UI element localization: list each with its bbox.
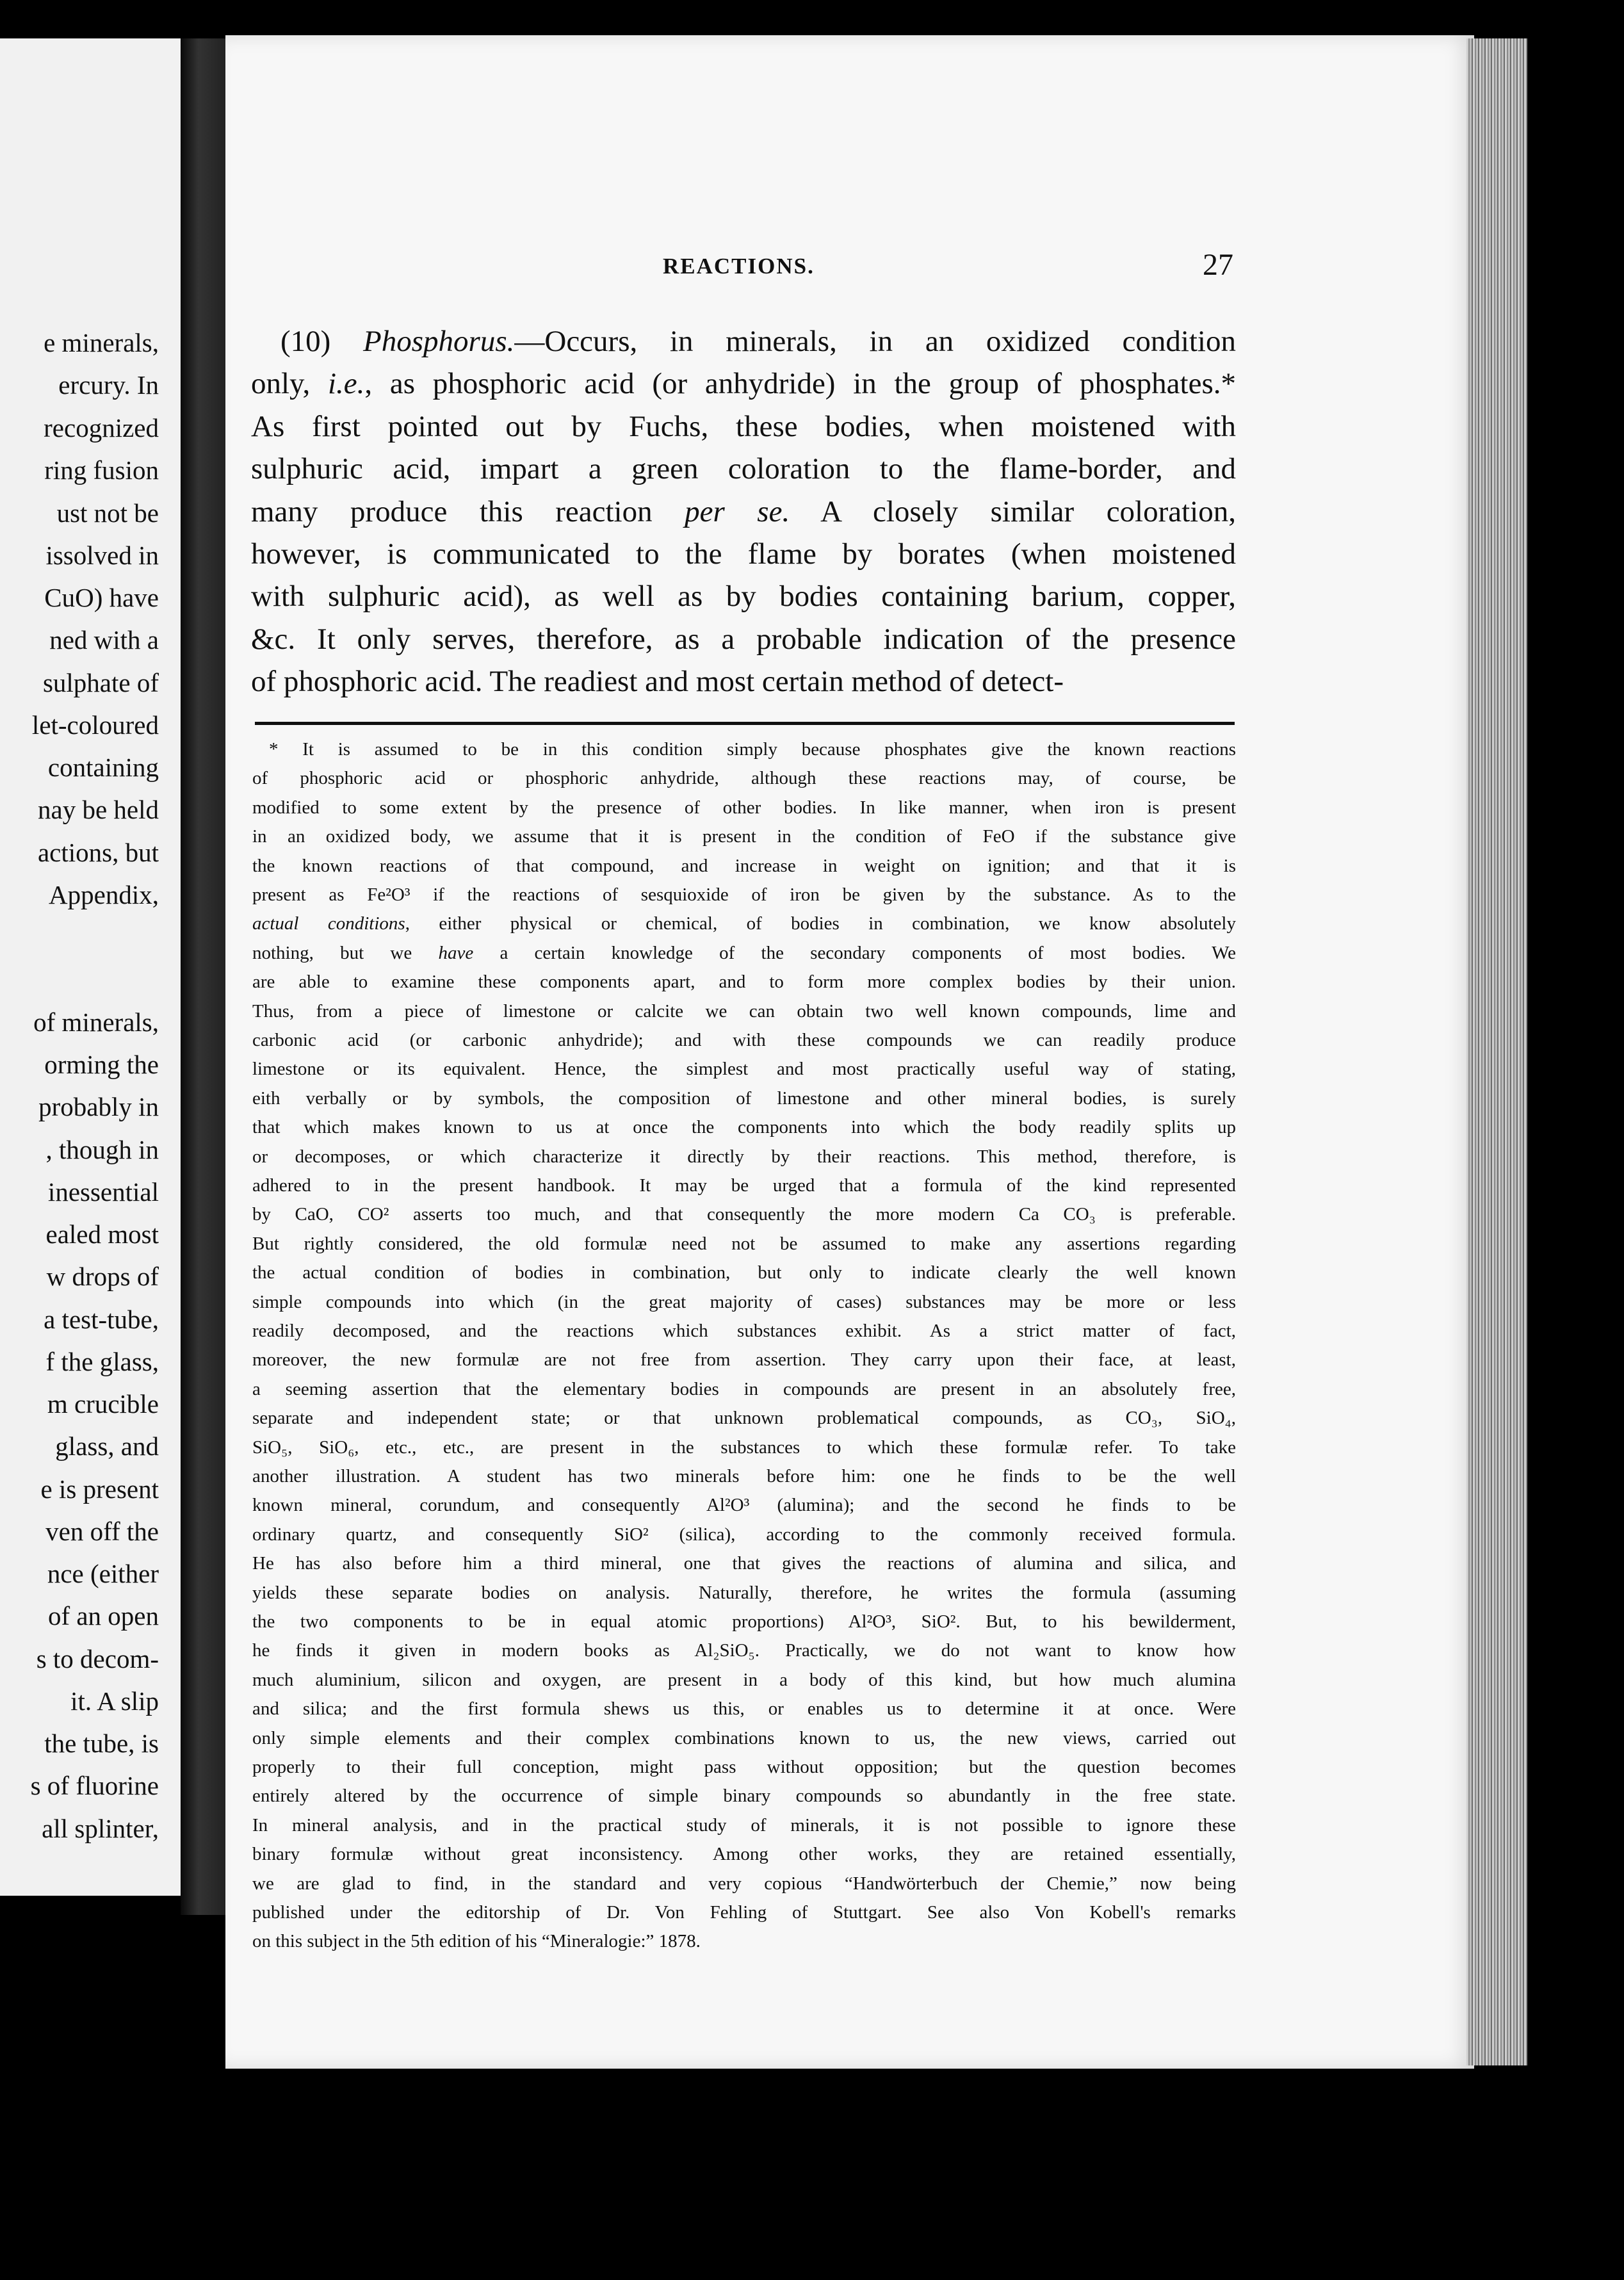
footnote-line (252, 1467, 1236, 1486)
footnote-line (252, 1264, 1236, 1282)
facing-page-line: w drops of (46, 1262, 159, 1291)
text-segment: But rightly considered, the old formulæ need not be assumed to make any assertions regarding (252, 1233, 1236, 1254)
text-segment: binary formulæ without great inconsistency. Among other works, they are retained essentially, (252, 1844, 1236, 1865)
text-segment: eith verbally or by symbols, the composition of limestone and other mineral bodies, is surely (252, 1087, 1236, 1109)
facing-page-line: probably in (38, 1092, 159, 1121)
footnote-line (252, 799, 1236, 817)
text-segment: we are glad to find, in the standard and very copious “Handwörterbuch der Chemie,” now being (252, 1873, 1236, 1894)
text-segment: carbonic acid (or carbonic anhydride); and with these compounds we can readily produce (252, 1030, 1236, 1050)
footnote-line (252, 769, 1236, 788)
body-line (251, 454, 1236, 484)
text-segment: much aluminium, silicon and oxygen, are present in a body of this kind, but how much alumina (252, 1669, 1236, 1690)
page-edges (1466, 38, 1527, 2065)
facing-page-fragment (0, 38, 181, 1896)
facing-page-line: Appendix, (49, 880, 159, 909)
footnote-line (252, 1554, 1236, 1573)
running-head: REACTIONS. (663, 254, 815, 279)
facing-page-line: issolved in (45, 541, 159, 570)
text-segment: ordinary quartz, and consequently SiO² (silica), according to the commonly received formula. (252, 1524, 1236, 1545)
footnote-line (252, 1700, 1236, 1718)
footnote-line (252, 1205, 1236, 1224)
facing-page-line: , though in (45, 1135, 159, 1164)
text-segment: are able to examine these components apart, and to form more complex bodies by their union. (252, 972, 1236, 993)
footnote-line (252, 1613, 1236, 1631)
text-segment: only simple elements and their complex combinations known to us, the new views, carried out (252, 1727, 1236, 1748)
italic-text: per se. (685, 494, 790, 528)
facing-page-line: actions, but (37, 838, 159, 867)
footnote-line (252, 973, 1236, 991)
text-segment: &c. It only serves, therefore, as a probable indication of the presence (251, 622, 1236, 656)
text-segment: published under the editorship of Dr. Von Fehling of Stuttgart. See also Von Kobell's remarks (252, 1902, 1236, 1923)
facing-page-line: let-coloured (31, 710, 159, 740)
text-segment: He has also before him a third mineral, one that gives the reactions of alumina and silica, and (252, 1553, 1236, 1574)
body-line (251, 582, 1236, 612)
facing-page-line: ring fusion (44, 455, 159, 485)
facing-page-line: recognized (44, 413, 159, 443)
facing-page-line: e minerals, (44, 328, 159, 357)
text-segment: by CaO, CO² asserts too much, and that consequently the more modern Ca CO₃ is preferable. (252, 1204, 1236, 1225)
facing-page-line: s of fluorine (30, 1771, 159, 1800)
footnote-line (252, 1235, 1236, 1253)
facing-page-line: it. A slip (70, 1686, 159, 1716)
footnote-line (252, 1118, 1236, 1137)
text-segment: that which makes known to us at once the components into which the body readily splits up (252, 1117, 1236, 1138)
text-segment: adhered to in the present handbook. It may be urged that a formula of the kind represented (252, 1175, 1236, 1196)
text-segment: with sulphuric acid), as well as by bodies containing barium, copper, (251, 580, 1236, 614)
text-segment: modified to some extent by the presence of other bodies. In like manner, when iron is present (252, 797, 1236, 818)
text-segment: present as Fe²O³ if the reactions of sesquioxide of iron be given by the substance. As to the (252, 884, 1236, 905)
footnote-line (252, 1380, 1236, 1399)
italic-text: actual conditions (252, 913, 405, 934)
footnote-line (252, 1148, 1236, 1166)
footnote-line (252, 1031, 1236, 1050)
footnote-line (252, 1729, 1236, 1748)
text-segment: or decomposes, or which characterize it directly by their reactions. This method, therefore, is (252, 1146, 1236, 1167)
facing-page-line: f the glass, (45, 1347, 159, 1376)
text-segment: separate and independent state; or that unknown problematical compounds, as CO₃, SiO₄, (252, 1408, 1236, 1429)
footnote-line (252, 1875, 1236, 1893)
text-segment: Thus, from a piece of limestone or calcite we can obtain two well known compounds, lime and (252, 1000, 1236, 1022)
italic-text: Phosphorus. (363, 325, 515, 358)
footnote-line (252, 944, 1236, 963)
facing-page-line: ned with a (49, 625, 159, 655)
body-line (251, 624, 1236, 655)
footnote-line (252, 1293, 1236, 1312)
text-segment: yields these separate bodies on analysis. Naturally, therefore, he writes the formula (assuming (252, 1582, 1236, 1603)
text-segment: , either physical or chemical, of bodies in combination, we know absolutely (405, 913, 1236, 934)
text-segment: in an oxidized body, we assume that it is present in the condition of FeO if the substance give (252, 826, 1236, 847)
text-segment: known mineral, corundum, and consequently Al²O³ (alumina); and the second he finds to be (252, 1495, 1236, 1516)
footnote-line (252, 1322, 1236, 1340)
footnote-line (252, 1845, 1236, 1864)
facing-page-line: s to decom- (36, 1644, 159, 1673)
facing-page-line: glass, and (55, 1431, 159, 1461)
text-segment: entirely altered by the occurrence of simple binary compounds so abundantly in the free state. (252, 1786, 1236, 1807)
body-line (280, 327, 1236, 357)
footnote-line (252, 1496, 1236, 1515)
body-line (251, 369, 1236, 399)
facing-page-line: ust not be (56, 498, 159, 528)
page-number: 27 (1203, 248, 1233, 282)
text-segment: he finds it given in modern books as Al₂SiO₅. Practically, we do not want to know how (252, 1640, 1236, 1661)
text-segment: the actual condition of bodies in combination, but only to indicate clearly the well known (252, 1262, 1236, 1283)
text-segment: SiO₅, SiO₆, etc., etc., are present in the substances to which these formulæ refer. To take (252, 1437, 1236, 1458)
text-segment: (10) (280, 325, 364, 358)
text-segment: limestone or its equivalent. Hence, the simplest and most practically useful way of stating, (252, 1059, 1236, 1080)
text-segment: the two components to be in equal atomic proportions) Al²O³, SiO². But, to his bewilderment, (252, 1611, 1236, 1632)
facing-page-line: inessential (47, 1177, 159, 1207)
text-segment: A closely similar coloration, (790, 494, 1236, 528)
text-segment: many produce this reaction (251, 494, 685, 528)
text-segment: on this subject in the 5th edition of his “Mineralogie:” 1878. (252, 1931, 701, 1952)
facing-page-line: orming the (44, 1050, 159, 1079)
text-segment: a certain knowledge of the secondary components of most bodies. We (473, 942, 1236, 963)
facing-page-line: CuO) have (44, 583, 159, 612)
italic-text: have (438, 942, 474, 963)
footnote-line (252, 1932, 1236, 1951)
footnote-line (269, 740, 1236, 759)
italic-text: i.e. (327, 367, 365, 401)
text-segment: simple compounds into which (in the great majority of cases) substances may be more or less (252, 1291, 1236, 1312)
text-segment: the known reactions of that compound, and increase in weight on ignition; and that it is (252, 855, 1236, 876)
text-segment: however, is communicated to the flame by borates (when moistened (251, 537, 1236, 571)
text-segment: another illustration. A student has two minerals before him: one he finds to be the well (252, 1466, 1236, 1486)
text-segment: and silica; and the first formula shews us this, or enables us to determine it at once. Were (252, 1698, 1236, 1720)
text-segment: nothing, but we (252, 942, 439, 963)
body-line (251, 667, 1236, 697)
footnote-line (252, 827, 1236, 846)
text-segment: , as phosphoric acid (or anhydride) in the group of phosphates.* (364, 367, 1236, 401)
footnote-line (252, 1060, 1236, 1079)
text-segment: a seeming assertion that the elementary bodies in compounds are present in an absolutely free, (252, 1378, 1236, 1399)
facing-page-line: a test-tube, (44, 1305, 159, 1334)
text-segment: moreover, the new formulæ are not free from assertion. They carry upon their face, at least, (252, 1349, 1236, 1371)
footnote-line (252, 1351, 1236, 1369)
facing-page-line: nce (either (47, 1559, 159, 1588)
facing-page-line: ercury. In (58, 370, 159, 400)
body-line (251, 409, 1236, 443)
facing-page-line: the tube, is (44, 1729, 159, 1758)
facing-page-line: m crucible (47, 1389, 159, 1419)
footnote-rule (255, 722, 1235, 725)
facing-page-line: e is present (40, 1474, 159, 1504)
body-line (251, 494, 1236, 528)
text-segment: —Occurs, in minerals, in an oxidized condition (514, 325, 1236, 358)
facing-page-line: of an open (47, 1601, 159, 1631)
facing-page-line: nay be held (38, 795, 159, 824)
footnote-line (252, 857, 1236, 875)
text-segment: only, (251, 367, 328, 401)
text-segment: properly to their full conception, might pass without opposition; but the question becomes (252, 1757, 1236, 1777)
text-segment: readily decomposed, and the reactions which substances exhibit. As a strict matter of fact, (252, 1321, 1236, 1341)
footnote-line (252, 1002, 1236, 1021)
footnote-line (252, 1671, 1236, 1690)
text-segment: sulphuric acid, impart a green coloration to the flame-border, and (251, 452, 1236, 486)
text-segment: In mineral analysis, and in the practical study of minerals, it is not possible to ignore these (252, 1814, 1236, 1836)
body-line (251, 539, 1236, 569)
footnote-line (252, 886, 1236, 904)
text-segment: of phosphoric acid. The readiest and most certain method of detect- (251, 665, 1064, 699)
book-gutter (181, 38, 225, 1915)
text-segment: As first pointed out by Fuchs, these bodies, when moistened with (251, 409, 1236, 443)
footnote-line (252, 1787, 1236, 1805)
footnote-line (252, 1438, 1236, 1457)
footnote-line (252, 1758, 1236, 1777)
footnote-line (252, 1816, 1236, 1835)
footnote-line (252, 1526, 1236, 1544)
footnote-line (252, 915, 1236, 933)
footnote-line (252, 1584, 1236, 1602)
footnote-line (252, 1641, 1236, 1660)
facing-page-line: ealed most (45, 1219, 159, 1249)
text-segment: * It is assumed to be in this condition simply because phosphates give the known reactions (269, 739, 1236, 760)
facing-page-line: sulphate of (42, 668, 159, 697)
facing-page-line: containing (47, 753, 159, 782)
footnote-line (252, 1177, 1236, 1195)
facing-page-line: all splinter, (42, 1814, 159, 1843)
footnote-line (252, 1903, 1236, 1922)
text-segment: of phosphoric acid or phosphoric anhydride, although these reactions may, of course, be (252, 768, 1236, 789)
footnote-line (252, 1409, 1236, 1428)
facing-page-line: ven off the (45, 1517, 159, 1546)
facing-page-line: of minerals, (33, 1007, 159, 1037)
footnote-line (252, 1089, 1236, 1108)
